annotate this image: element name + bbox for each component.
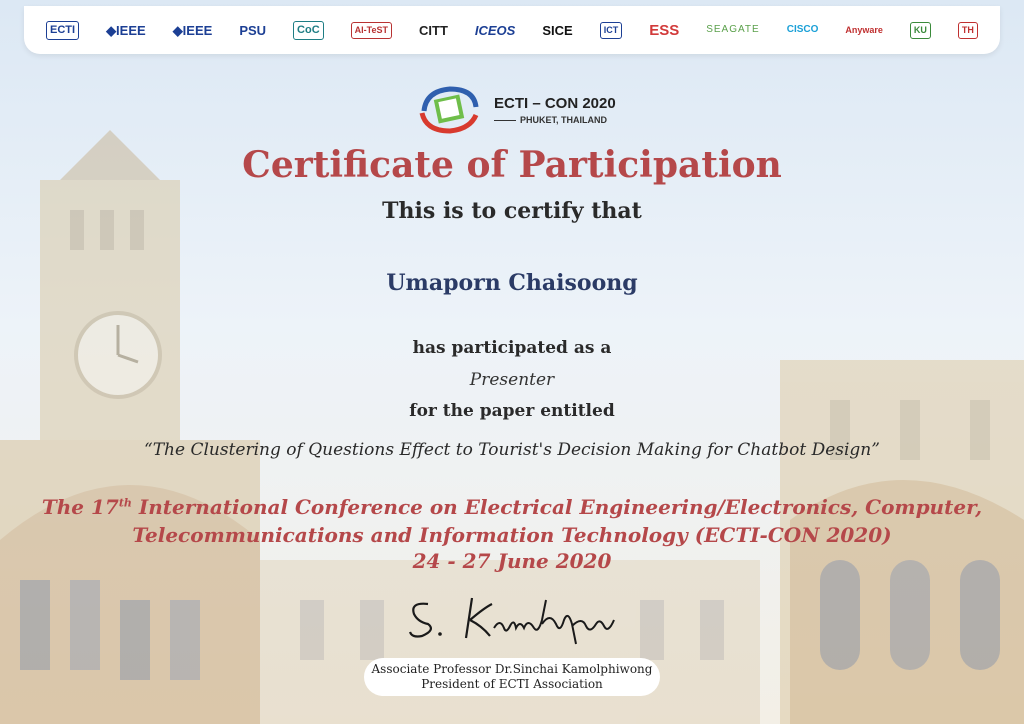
conference-logo-place: PHUKET, THAILAND bbox=[520, 115, 607, 125]
conference-title-part-1: International Conference on Electrical Engineering/Electronics, Computer, bbox=[131, 495, 983, 519]
sponsor-logo-ict: ICT bbox=[600, 22, 623, 39]
signatory-title: President of ECTI Association bbox=[421, 677, 603, 691]
sponsor-logo-citt: CITT bbox=[419, 22, 448, 38]
sponsor-logo-iceos: ICEOS bbox=[474, 22, 516, 38]
recipient-name: Umaporn Chaisoong bbox=[386, 270, 638, 296]
sponsor-logo-bar bbox=[24, 6, 1000, 54]
sponsor-logo-ku: KU bbox=[910, 22, 931, 39]
conference-ordinal-suffix: th bbox=[118, 496, 132, 510]
paper-intro-line: for the paper entitled bbox=[409, 401, 615, 421]
conference-ordinal: The 17 bbox=[41, 495, 119, 519]
certify-line: This is to certify that bbox=[382, 198, 642, 224]
handwritten-signature bbox=[400, 590, 630, 650]
sponsor-logo-cisco: CISCO bbox=[786, 24, 819, 35]
participant-role: Presenter bbox=[469, 370, 555, 390]
sponsor-logo-psu: PSU bbox=[239, 22, 267, 38]
conference-emblem-icon bbox=[416, 83, 486, 135]
sponsor-logo-sice: SICE bbox=[542, 22, 573, 38]
sponsor-logo-ecti: ECTI bbox=[46, 21, 79, 40]
sponsor-logo-ess: ESS bbox=[649, 21, 680, 39]
participated-line: has participated as a bbox=[412, 338, 612, 358]
sponsor-logo-ai-test: AI-TeST bbox=[351, 22, 392, 39]
sponsor-logo-anyware: Anyware bbox=[845, 24, 883, 35]
conference-line-1 bbox=[0, 495, 1024, 519]
certificate-title: Certificate of Participation bbox=[242, 144, 782, 186]
sponsor-logo-ieee: ◆IEEE bbox=[106, 22, 146, 38]
conference-logo bbox=[416, 83, 616, 135]
paper-title: “The Clustering of Questions Effect to Tourist's Decision Making for Chatbot Design” bbox=[144, 440, 880, 460]
conference-logo-rule bbox=[494, 120, 516, 121]
conference-logo-name: ECTI – CON 2020 bbox=[494, 95, 616, 112]
signatory-name: Associate Professor Dr.Sinchai Kamolphiwong bbox=[371, 662, 653, 676]
conference-dates: 24 - 27 June 2020 bbox=[412, 549, 612, 573]
signatory-block bbox=[364, 658, 660, 696]
sponsor-logo-ieee-thailand-section: ◆IEEE bbox=[172, 22, 213, 38]
sponsor-logo-seagate: SEAGATE bbox=[706, 24, 760, 35]
conference-line-2: Telecommunications and Information Technology (ECTI-CON 2020) bbox=[132, 523, 892, 547]
sponsor-logo-coc: CoC bbox=[293, 21, 324, 40]
sponsor-logo-th: TH bbox=[958, 22, 978, 39]
